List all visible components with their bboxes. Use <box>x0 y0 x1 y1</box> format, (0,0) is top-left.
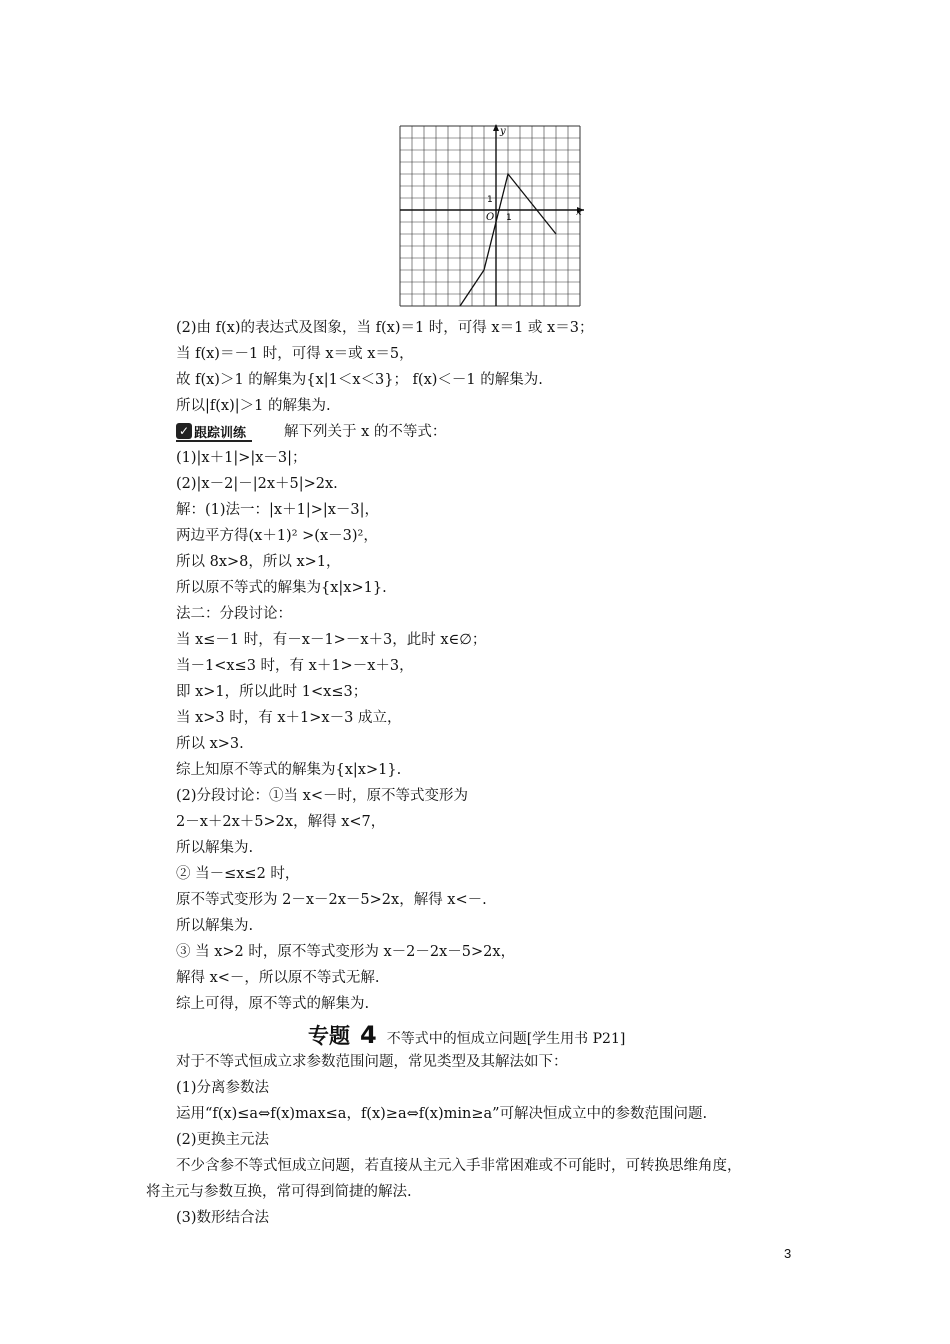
topic-number: 4 <box>360 1021 377 1049</box>
text-line: 所以原不等式的解集为{x|x>1}. <box>176 580 387 596</box>
text-line: 将主元与参数互换，常可得到简捷的解法. <box>146 1184 412 1200</box>
text-line: 即 x>1，所以此时 1<x≤3； <box>176 684 368 700</box>
text-line: 原不等式变形为 2－x－2x－5>2x，解得 x<－. <box>176 892 487 908</box>
text-line: (3)数形结合法 <box>176 1210 270 1226</box>
text-line: 综上知原不等式的解集为{x|x>1}. <box>176 762 402 778</box>
y-tick-1-label: 1 <box>487 195 493 205</box>
text-line: 两边平方得(x＋1)² >(x－3)²， <box>176 528 378 544</box>
text-line: 解：(1)法一：|x＋1|>|x－3|， <box>176 502 380 518</box>
text-line: 当 f(x)＝－1 时，可得 x＝或 x＝5， <box>176 346 414 362</box>
exercise-prompt: 解下列关于 x 的不等式： <box>284 424 447 440</box>
text-line: 综上可得，原不等式的解集为. <box>176 996 370 1012</box>
text-line: (2)分段讨论：①当 x<－时，原不等式变形为 <box>176 788 468 804</box>
topic-heading <box>308 1020 625 1050</box>
text-line: (1)分离参数法 <box>176 1080 270 1096</box>
text-line: 所以 x>3. <box>176 736 244 752</box>
text-line: 不少含参不等式恒成立问题，若直接从主元入手非常困难或不可能时，可转换思维角度， <box>176 1158 742 1174</box>
topic-title: 不等式中的恒成立问题[学生用书 P21] <box>386 1031 626 1047</box>
badge-label: 跟踪训练 <box>194 425 247 441</box>
text-line: 当 x>3 时，有 x＋1>x－3 成立， <box>176 710 402 726</box>
origin-label: O <box>486 212 495 223</box>
x-tick-1-label: 1 <box>506 213 512 223</box>
y-axis-arrow <box>493 124 499 131</box>
text-line: ② 当－≤x≤2 时， <box>176 866 300 882</box>
text-line: ③ 当 x>2 时，原不等式变形为 x－2－2x－5>2x， <box>176 944 516 960</box>
text-line: (2)|x－2|－|2x＋5|>2x. <box>176 476 338 492</box>
text-line: 2－x＋2x＋5>2x，解得 x<7， <box>176 814 386 830</box>
text-line: 所以解集为. <box>176 840 254 856</box>
text-line: 当－1<x≤3 时，有 x＋1>－x＋3， <box>176 658 414 674</box>
function-graph <box>398 124 584 312</box>
y-axis-label: y <box>500 126 506 137</box>
text-line: (2)更换主元法 <box>176 1132 270 1148</box>
text-line: 故 f(x)＞1 的解集为{x|1＜x＜3}； f(x)＜－1 的解集为. <box>176 372 543 388</box>
text-line: 对于不等式恒成立求参数范围问题，常见类型及其解法如下： <box>176 1054 568 1070</box>
text-line: 运用“f(x)≤a⇔f(x)max≤a，f(x)≥a⇔f(x)min≥a”可解决恒成立中的参数范围问题. <box>176 1106 708 1122</box>
text-line: 所以|f(x)|＞1 的解集为. <box>176 398 331 414</box>
text-line: (1)|x＋1|>|x－3|； <box>176 450 307 466</box>
text-line: 当 x≤－1 时，有－x－1>－x＋3，此时 x∈∅； <box>176 632 487 648</box>
text-line: 法二：分段讨论： <box>176 606 292 622</box>
x-axis-label: x <box>576 207 582 218</box>
text-line: 解得 x<－，所以原不等式无解. <box>176 970 380 986</box>
text-line: 所以 8x>8，所以 x>1， <box>176 554 341 570</box>
text-line: 所以解集为. <box>176 918 254 934</box>
topic-label: 专题 <box>308 1024 350 1048</box>
page-number: 3 <box>784 1246 792 1261</box>
check-icon: ✓ <box>176 423 192 439</box>
follow-up-training-badge <box>176 422 252 442</box>
text-line: (2)由 f(x)的表达式及图象，当 f(x)＝1 时，可得 x＝1 或 x＝3； <box>176 320 594 336</box>
